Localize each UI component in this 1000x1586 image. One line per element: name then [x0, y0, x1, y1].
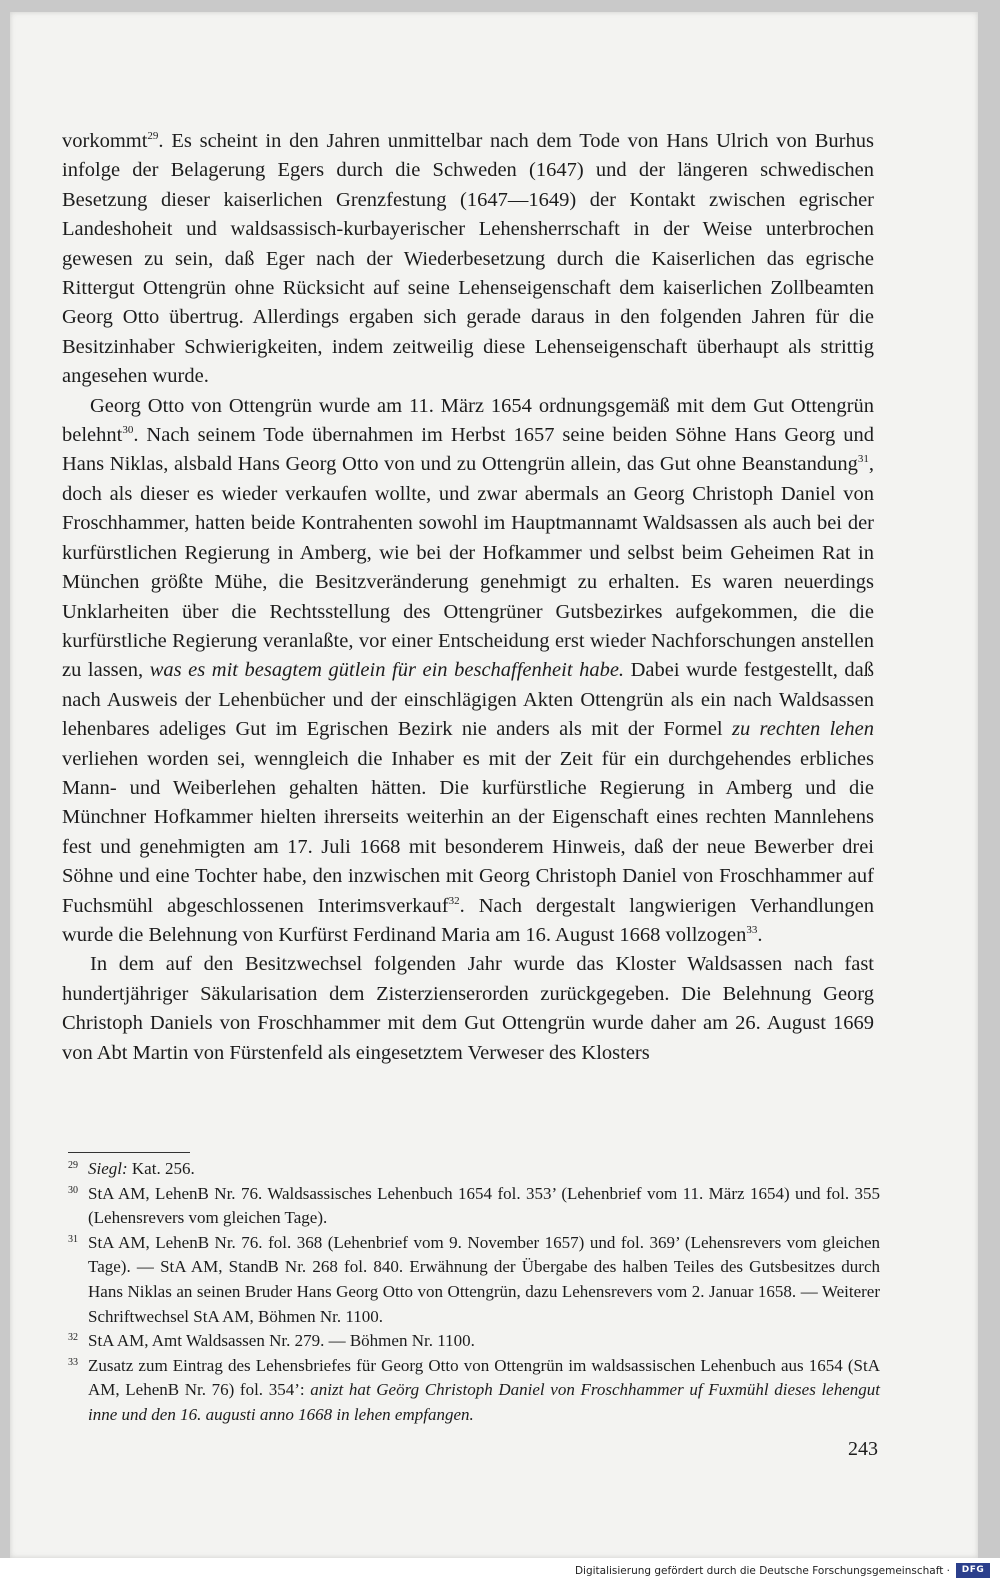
text-run: . Nach dergestalt langwierigen Verhandlungen wurde die Belehnung von Kurfürst Ferdinand Maria am 16. August 1668 vollzogen: [62, 894, 874, 946]
footnote-ref-30: 30: [122, 424, 134, 437]
footnote-number: 31: [68, 1233, 78, 1245]
footnote-quotation: anizt hat Geörg Christoph Daniel von Froschhammer uf Fuxmühl dieses lehengut inne und den 16. augusti anno 1668 in lehen empfangen.: [88, 1380, 880, 1424]
text-run: vorkommt: [62, 130, 148, 152]
dfg-logo-icon: DFG: [956, 1563, 990, 1578]
footnote-30: [68, 1182, 880, 1231]
footnote-31: [68, 1231, 880, 1329]
text-run: . Nach seinem Tode übernahmen im Herbst 1657 seine beiden Söhne Hans Georg und Hans Niklas, alsbald Hans Georg Otto von und zu Ottengrün allein, das Gut ohne Beanstandung: [62, 424, 874, 476]
footnote-text: StA AM, LehenB Nr. 76. fol. 368 (Lehenbrief vom 9. November 1657) und fol. 369’ (Lehensrevers vom gleichen Tage). — StA AM, StandB Nr. 268 fol. 840. Erwähnung der Übergabe des halben Teiles des Gutsbesitzes durch Hans Niklas an seinen Bruder Hans Georg Otto von Ottengrün, dazu Lehensrevers vom 2. Januar 1658. — Weiterer Schriftwechsel StA AM, Böhmen Nr. 1100.: [88, 1232, 880, 1326]
page-number: 243: [848, 1438, 878, 1460]
quoted-phrase: was es mit besagtem gütlein für ein beschaffenheit habe.: [149, 659, 625, 682]
text-run: Georg Otto von Ottengrün wurde am 11. März 1654 ordnungsgemäß mit dem Gut Ottengrün belehnt: [62, 394, 874, 447]
footnote-text: StA AM, Amt Waldsassen Nr. 279. — Böhmen Nr. 1100.: [88, 1331, 475, 1351]
paragraph-3: In dem auf den Besitzwechsel folgenden Jahr wurde das Kloster Waldsassen nach fast hundertjähriger Säkularisation dem Zisterzienserorden zurückgegeben. Die Belehnung Georg Christoph Daniels von Froschhammer mit dem Gut Ottengrün wurde daher am 26. August 1669 von Abt Martin von Fürstenfeld als eingesetztem Verweser des Klosters: [62, 953, 874, 1064]
footnote-ref-32: 32: [448, 894, 460, 907]
paragraph-1: [62, 127, 874, 392]
footnote-number: 29: [68, 1160, 78, 1171]
paragraph-2: [62, 392, 874, 951]
scanned-page: [10, 12, 978, 1558]
digitization-credit: Digitalisierung gefördert durch die Deutsche Forschungsgemeinschaft ·: [574, 1565, 950, 1577]
footnote-33: [68, 1354, 880, 1428]
footnote-32: [68, 1329, 880, 1354]
footnote-number: 30: [68, 1184, 78, 1196]
credit-bar: [0, 1558, 1000, 1586]
footnote-number: 33: [68, 1356, 78, 1368]
footnote-number: 32: [68, 1332, 78, 1344]
text-run: . Es scheint in den Jahren unmittelbar nach dem Tode von Hans Ulrich von Burhus infolge der Belagerung Egers durch die Schweden (1647) und der längeren schwedischen Besetzung dieser kaiserlichen Grenzfestung (1647—1649) der Kontakt zwischen egrischer Landeshoheit und waldsassisch-kurbayerischer Lehensherrschaft in der Weise unterbrochen gewesen zu sein, daß Eger nach der Wiederbesetzung durch die Kaiserlichen das egrische Rittergut Ottengrün ohne Rücksicht auf seine Lehenseigenschaft dem kaiserlichen Zollbeamten Georg Otto übertrug. Allerdings ergaben sich gerade daraus in den folgenden Jahren für die Besitzinhaber Schwierigkeiten, indem zeitweilig diese Lehenseigenschaft überhaupt als strittig angesehen wurde.: [62, 130, 874, 388]
footnote-text: Kat. 256.: [127, 1159, 195, 1178]
body-text: [62, 127, 874, 1068]
text-run: , doch als dieser es wieder verkaufen wollte, und zwar abermals an Georg Christoph Daniel von Froschhammer, hatten beide Kontrahenten sowohl im Hauptmannamt Waldsassen als auch bei der kurfürstlichen Regierung in Amberg, wie bei der Hofkammer und selbst beim Geheimen Rat in München größte Mühe, die Besitzveränderung genehmigt zu erhalten. Es waren neuerdings Unklarheiten über die Rechtsstellung des Ottengrüner Gutsbezirkes aufgekommen, die die kurfürstliche Regierung veranlaßte, vor einer Entscheidung erst wieder Nachforschungen anstellen zu lassen,: [62, 453, 874, 682]
footnotes: [68, 1157, 880, 1428]
footnote-ref-29: 29: [147, 130, 159, 143]
text-run: verliehen worden sei, wenngleich die Inhaber es mit der Zeit für ein durchgehendes erbliches Mann- und Weiberlehen gehalten hätten. Die kurfürstliche Regierung in Amberg und die Münchner Hofkammer hielten ihrerseits weiterhin an der Eigenschaft eines rechten Mannlehens fest und genehmigten am 17. Juli 1668 mit besonderem Hinweis, daß der neue Bewerber drei Söhne und eine Tochter habe, den inzwischen mit Georg Christoph Daniel von Froschhammer auf Fuchsmühl abgeschlossenen Interimsverkauf: [62, 747, 874, 917]
text-run: Dabei wurde festgestellt, daß nach Ausweis der Lehenbücher und der einschlägigen Akten Ottengrün als ein nach Waldsassen lehenbares adeliges Gut im Egrischen Bezirk nie anders als mit der Formel: [62, 659, 875, 741]
footnote-author: Siegl:: [88, 1159, 128, 1178]
text-run: .: [757, 923, 763, 946]
footnote-text: StA AM, LehenB Nr. 76. Waldsassisches Lehenbuch 1654 fol. 353’ (Lehenbrief vom 11. März 1654) und fol. 355 (Lehensrevers vom gleichen Tage).: [88, 1183, 880, 1228]
footnote-29: [68, 1157, 880, 1182]
quoted-phrase: zu rechten lehen: [731, 718, 874, 741]
footnote-rule: [68, 1152, 190, 1153]
footnote-ref-33: 33: [746, 924, 758, 937]
footnote-text: Zusatz zum Eintrag des Lehensbriefes für Georg Otto von Ottengrün im waldsassischen Lehenbuch aus 1654 (StA AM, LehenB Nr. 76) fol. 354’:: [88, 1355, 880, 1400]
footnote-ref-31: 31: [857, 453, 869, 466]
